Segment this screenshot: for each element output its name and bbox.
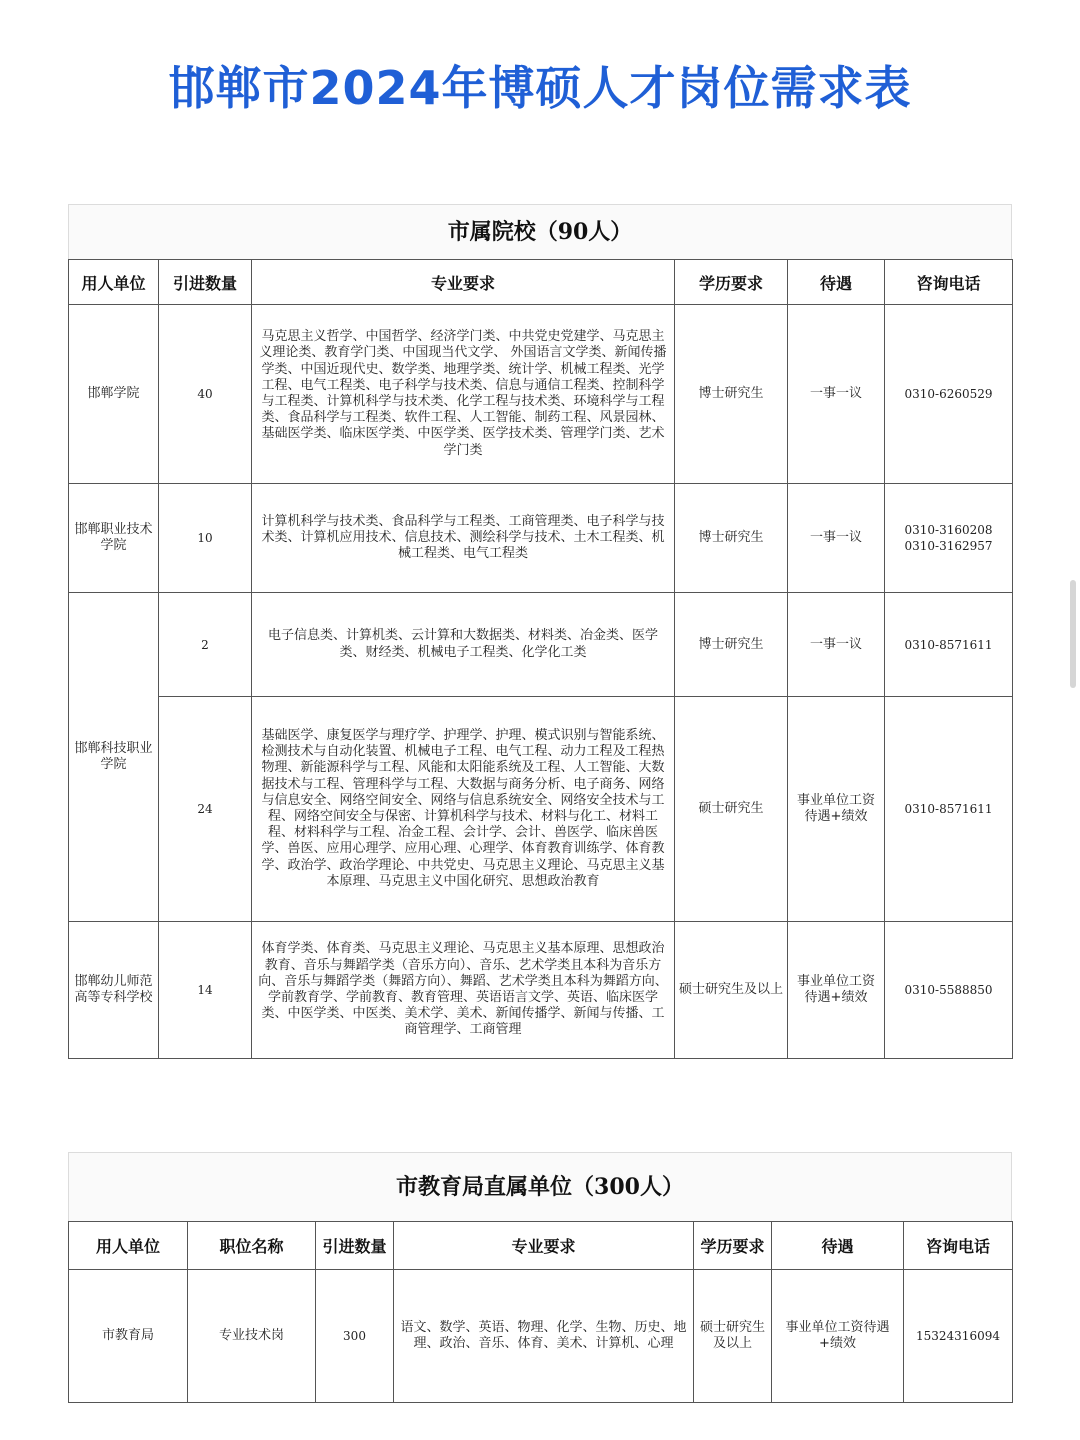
count-cell: 24 — [159, 697, 252, 922]
pay-cell: 一事一议 — [788, 484, 885, 593]
header-cell: 学历要求 — [675, 260, 788, 305]
phone-cell: 0310-6260529 — [885, 305, 1013, 484]
header-cell: 引进数量 — [316, 1222, 394, 1270]
header-cell: 咨询电话 — [904, 1222, 1013, 1270]
unit-cell: 市教育局 — [69, 1270, 188, 1403]
requirement-cell: 体育学类、体育类、马克思主义理论、马克思主义基本原理、思想政治教育、音乐与舞蹈学类（音乐方向）、音乐、艺术学类且本科为音乐方向、音乐与舞蹈学类（舞蹈方向）、舞蹈、艺术学类且本科为舞蹈方向、学前教育学、学前教育、教育管理、英语语言文学、英语、临床医学类、中医学类、中医类、美术学、美术、新闻传播学、新闻与传播、工商管理学、工商管理 — [252, 922, 675, 1059]
pay-cell: 一事一议 — [788, 593, 885, 697]
requirement-cell: 马克思主义哲学、中国哲学、经济学门类、中共党史党建学、马克思主义理论类、教育学门类、中国现当代文学、 外国语言文学类、新闻传播学类、中国近现代史、数学类、地理学类、统计学、机械工程类、光学工程、电气工程类、电子科学与技术类、信息与通信工程类、控制科学与工程类、计算机科学与技术类、化学工程与技术类、环境科学与工程类、食品科学与工程类、软件工程、人工智能、制药工程、风景园林、基础医学类、临床医学类、中医学类、医学技术类、管理学门类、艺术学门类 — [252, 305, 675, 484]
section-heading: 市属院校（90人） — [68, 204, 1012, 259]
phone-cell: 15324316094 — [904, 1270, 1013, 1403]
header-cell: 专业要求 — [394, 1222, 694, 1270]
header-cell: 专业要求 — [252, 260, 675, 305]
education-cell: 硕士研究生 — [675, 697, 788, 922]
header-cell: 用人单位 — [69, 1222, 188, 1270]
table-row — [69, 484, 1013, 593]
header-cell: 用人单位 — [69, 260, 159, 305]
table-row — [69, 1270, 1013, 1403]
table-row — [69, 697, 1013, 922]
section-heading: 市教育局直属单位（300人） — [68, 1152, 1012, 1221]
unit-cell: 邯郸幼儿师范高等专科学校 — [69, 922, 159, 1059]
table-header-row — [69, 260, 1013, 305]
header-cell: 引进数量 — [159, 260, 252, 305]
phone-cell: 0310-3160208 0310-3162957 — [885, 484, 1013, 593]
education-cell: 博士研究生 — [675, 593, 788, 697]
education-cell: 硕士研究生及以上 — [694, 1270, 772, 1403]
count-cell: 300 — [316, 1270, 394, 1403]
pay-cell: 一事一议 — [788, 305, 885, 484]
count-cell: 10 — [159, 484, 252, 593]
pay-cell: 事业单位工资待遇+绩效 — [788, 697, 885, 922]
education-cell: 博士研究生 — [675, 305, 788, 484]
pay-cell: 事业单位工资待遇+绩效 — [788, 922, 885, 1059]
header-cell: 职位名称 — [188, 1222, 316, 1270]
header-cell: 学历要求 — [694, 1222, 772, 1270]
table-row — [69, 305, 1013, 484]
section-education-bureau — [68, 1152, 1012, 1403]
education-cell: 博士研究生 — [675, 484, 788, 593]
pay-cell: 事业单位工资待遇+绩效 — [772, 1270, 904, 1403]
table-row — [69, 922, 1013, 1059]
header-cell: 待遇 — [772, 1222, 904, 1270]
table-row — [69, 593, 1013, 697]
unit-cell: 邯郸科技职业学院 — [69, 593, 159, 922]
unit-cell: 邯郸学院 — [69, 305, 159, 484]
requirement-cell: 语文、数学、英语、物理、化学、生物、历史、地理、政治、音乐、体育、美术、计算机、心理 — [394, 1270, 694, 1403]
phone-cell: 0310-8571611 — [885, 697, 1013, 922]
count-cell: 2 — [159, 593, 252, 697]
count-cell: 40 — [159, 305, 252, 484]
position-cell: 专业技术岗 — [188, 1270, 316, 1403]
phone-cell: 0310-8571611 — [885, 593, 1013, 697]
unit-cell: 邯郸职业技术学院 — [69, 484, 159, 593]
colleges-table — [68, 259, 1013, 1059]
header-cell: 咨询电话 — [885, 260, 1013, 305]
phone-cell: 0310-5588850 — [885, 922, 1013, 1059]
scrollbar-thumb[interactable] — [1070, 580, 1076, 688]
page-title: 邯郸市2024年博硕人才岗位需求表 — [168, 61, 912, 115]
education-bureau-table — [68, 1221, 1013, 1403]
requirement-cell: 计算机科学与技术类、食品科学与工程类、工商管理类、电子科学与技术类、计算机应用技术、信息技术、测绘科学与技术、土木工程类、机械工程类、电气工程类 — [252, 484, 675, 593]
requirement-cell: 基础医学、康复医学与理疗学、护理学、护理、模式识别与智能系统、检测技术与自动化装置、机械电子工程、电气工程、动力工程及工程热物理、新能源科学与工程、风能和太阳能系统及工程、人工智能、大数据技术与工程、管理科学与工程、大数据与商务分析、电子商务、网络与信息安全、网络空间安全、网络与信息系统安全、网络安全技术与工程、网络空间安全与保密、计算机科学与技术、材料与化工、材料工程、材料科学与工程、冶金工程、会计学、会计、兽医学、临床兽医学、兽医、应用心理学、应用心理、心理学、体育教育训练学、体育教学、政治学、政治学理论、中共党史、马克思主义理论、马克思主义基本原理、马克思主义中国化研究、思想政治教育 — [252, 697, 675, 922]
header-cell: 待遇 — [788, 260, 885, 305]
table-header-row — [69, 1222, 1013, 1270]
count-cell: 14 — [159, 922, 252, 1059]
requirement-cell: 电子信息类、计算机类、云计算和大数据类、材料类、冶金类、医学类、财经类、机械电子工程类、化学化工类 — [252, 593, 675, 697]
section-city-colleges — [68, 204, 1012, 1059]
education-cell: 硕士研究生及以上 — [675, 922, 788, 1059]
